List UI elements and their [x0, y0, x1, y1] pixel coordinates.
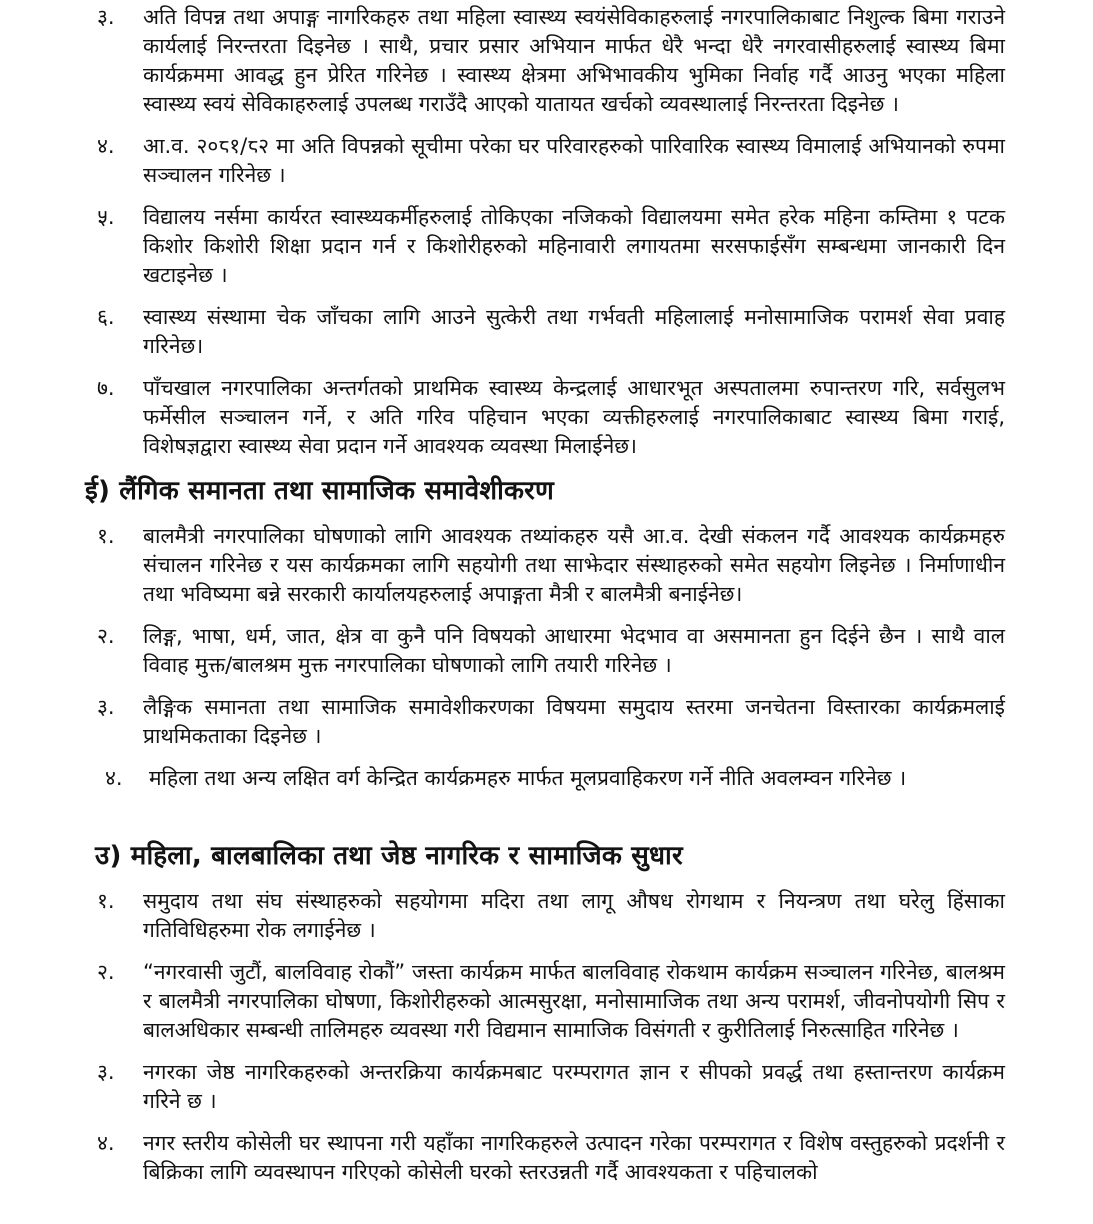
list-item: [97, 374, 1005, 461]
item-number: ६.: [97, 305, 115, 329]
item-text: बालमैत्री नगरपालिका घोषणाको लागि आवश्यक तथ्यांकहरु यसै आ.व. देखी संकलन गर्दै आवश्यक कार्यक्रमहरु संचालन गरिनेछ र यस कार्यक्रमका लागि सहयोगी तथा साझेदार संस्थाहरुको समेत सहयोग लिइनेछ । निर्माणाधीन तथा भविष्यमा बन्ने सरकारी कार्यालयहरुलाई अपाङ्गता मैत्री र बालमैत्री बनाईनेछ।: [143, 524, 1005, 606]
item-text: आ.व. २०८१/८२ मा अति विपन्नको सूचीमा परेका घर परिवारहरुको पारिवारिक स्वास्थ्य विमालाई अभियानको रुपमा सञ्चालन गरिनेछ ।: [143, 134, 1005, 187]
item-number: ३.: [97, 5, 115, 29]
item-number: २.: [97, 624, 115, 648]
item-number: ५.: [97, 205, 115, 229]
list-item: [97, 1129, 1005, 1187]
item-text: समुदाय तथा संघ संस्थाहरुको सहयोगमा मदिरा तथा लागू औषध रोगथाम र नियन्त्रण तथा घरेलु हिंसाका गतिविधिहरुमा रोक लगाईनेछ ।: [143, 889, 1005, 942]
item-number: १.: [97, 889, 115, 913]
item-text: स्वास्थ्य संस्थामा चेक जाँचका लागि आउने सुत्केरी तथा गर्भवती महिलालाई मनोसामाजिक परामर्श सेवा प्रवाह गरिनेछ।: [143, 305, 1005, 358]
item-number: ७.: [97, 376, 115, 400]
item-text: महिला तथा अन्य लक्षित वर्ग केन्द्रित कार्यक्रमहरु मार्फत मूलप्रवाहिकरण गर्ने नीति अवलम्वन गरिनेछ ।: [149, 766, 907, 790]
item-text: “नगरवासी जुटौं, बालविवाह रोकौं” जस्ता कार्यक्रम मार्फत बालविवाह रोकथाम कार्यक्रम सञ्चालन गरिनेछ, बालश्रम र बालमैत्री नगरपालिका घोषणा, किशोरीहरुको आत्मसुरक्षा, मनोसामाजिक तथा अन्य परामर्श, जीवनोपयोगी सिप र बालअधिकार सम्बन्धी तालिमहरु व्यवस्था गरी विद्यमान सामाजिक विसंगती र कुरीतिलाई निरुत्साहित गरिनेछ ।: [143, 960, 1005, 1042]
item-number: ३.: [97, 695, 115, 719]
list-item: [97, 622, 1005, 680]
list-item: [97, 522, 1005, 609]
item-text: पाँचखाल नगरपालिका अन्तर्गतको प्राथमिक स्वास्थ्य केन्द्रलाई आधारभूत अस्पतालमा रुपान्तरण गरि, सर्वसुलभ फर्मेसील सञ्चालन गर्ने, र अति गरिव पहिचान भएका व्यक्तीहरुलाई नगरपालिकाबाट स्वास्थ्य बिमा गराई, विशेषज्ञद्वारा स्वास्थ्य सेवा प्रदान गर्ने आवश्यक व्यवस्था मिलाईनेछ।: [143, 376, 1005, 458]
item-number: १.: [97, 524, 115, 548]
item-number: २.: [97, 960, 115, 984]
item-text: लिङ्ग, भाषा, धर्म, जात, क्षेत्र वा कुनै पनि विषयको आधारमा भेदभाव वा असमानता हुन दिईने छैन । साथै वाल विवाह मुक्त/बालश्रम मुक्त नगरपालिका घोषणाको लागि तयारी गरिनेछ ।: [143, 624, 1005, 677]
list-item: [97, 203, 1005, 290]
item-number: ४.: [105, 766, 123, 790]
section-heading-women: उ) महिला, बालबालिका तथा जेष्ठ नागरिक र सामाजिक सुधार: [95, 841, 683, 871]
list-item: [97, 303, 1005, 361]
list-item: [97, 958, 1005, 1045]
item-text: लैङ्गिक समानता तथा सामाजिक समावेशीकरणका विषयमा समुदाय स्तरमा जनचेतना विस्तारका कार्यक्रमलाई प्राथमिकताका दिइनेछ ।: [143, 695, 1005, 748]
item-number: ४.: [97, 134, 115, 158]
section-health-list: [97, 3, 1005, 461]
item-number: ३.: [97, 1060, 115, 1084]
section-gender-list: [97, 522, 1005, 793]
list-item: [97, 1058, 1005, 1116]
item-text: नगरका जेष्ठ नागरिकहरुको अन्तरक्रिया कार्यक्रमबाट परम्परागत ज्ञान र सीपको प्रवर्द्ध तथा हस्तान्तरण कार्यक्रम गरिने छ ।: [143, 1060, 1005, 1113]
list-item: [97, 693, 1005, 751]
list-item: [97, 887, 1005, 945]
section-women-list: [97, 887, 1005, 1187]
list-item: [97, 3, 1005, 119]
list-item: [97, 132, 1005, 190]
item-text: नगर स्तरीय कोसेली घर स्थापना गरी यहाँका नागरिकहरुले उत्पादन गरेका परम्परागत र विशेष वस्तुहरुको प्रदर्शनी र बिक्रिका लागि व्यवस्थापन गरिएको कोसेली घरको स्तरउन्नती गर्दै आवश्यकता र पहिचालको: [143, 1131, 1005, 1184]
section-heading-gender: ई) लैंगिक समानता तथा सामाजिक समावेशीकरण: [85, 476, 554, 506]
list-item: [97, 764, 1005, 793]
item-text: अति विपन्न तथा अपाङ्ग नागरिकहरु तथा महिला स्वास्थ्य स्वयंसेविकाहरुलाई नगरपालिकाबाट निशुल्क बिमा गराउने कार्यलाई निरन्तरता दिइनेछ । साथै, प्रचार प्रसार अभियान मार्फत धेरै भन्दा धेरै नगरवासीहरुलाई स्वास्थ्य बिमा कार्यक्रममा आवद्ध हुन प्रेरित गरिनेछ । स्वास्थ्य क्षेत्रमा अभिभावकीय भुमिका निर्वाह गर्दै आउनु भएका महिला स्वास्थ्य स्वयं सेविकाहरुलाई उपलब्ध गराउँदै आएको यातायत खर्चको व्यवस्थालाई निरन्तरता दिइनेछ ।: [143, 5, 1005, 116]
item-number: ४.: [97, 1131, 115, 1155]
item-text: विद्यालय नर्समा कार्यरत स्वास्थ्यकर्मीहरुलाई तोकिएका नजिकको विद्यालयमा समेत हरेक महिना कम्तिमा १ पटक किशोर किशोरी शिक्षा प्रदान गर्न र किशोरीहरुको महिनावारी लगायतमा सरसफाईसँग सम्बन्धमा जानकारी दिन खटाइनेछ ।: [143, 205, 1005, 287]
